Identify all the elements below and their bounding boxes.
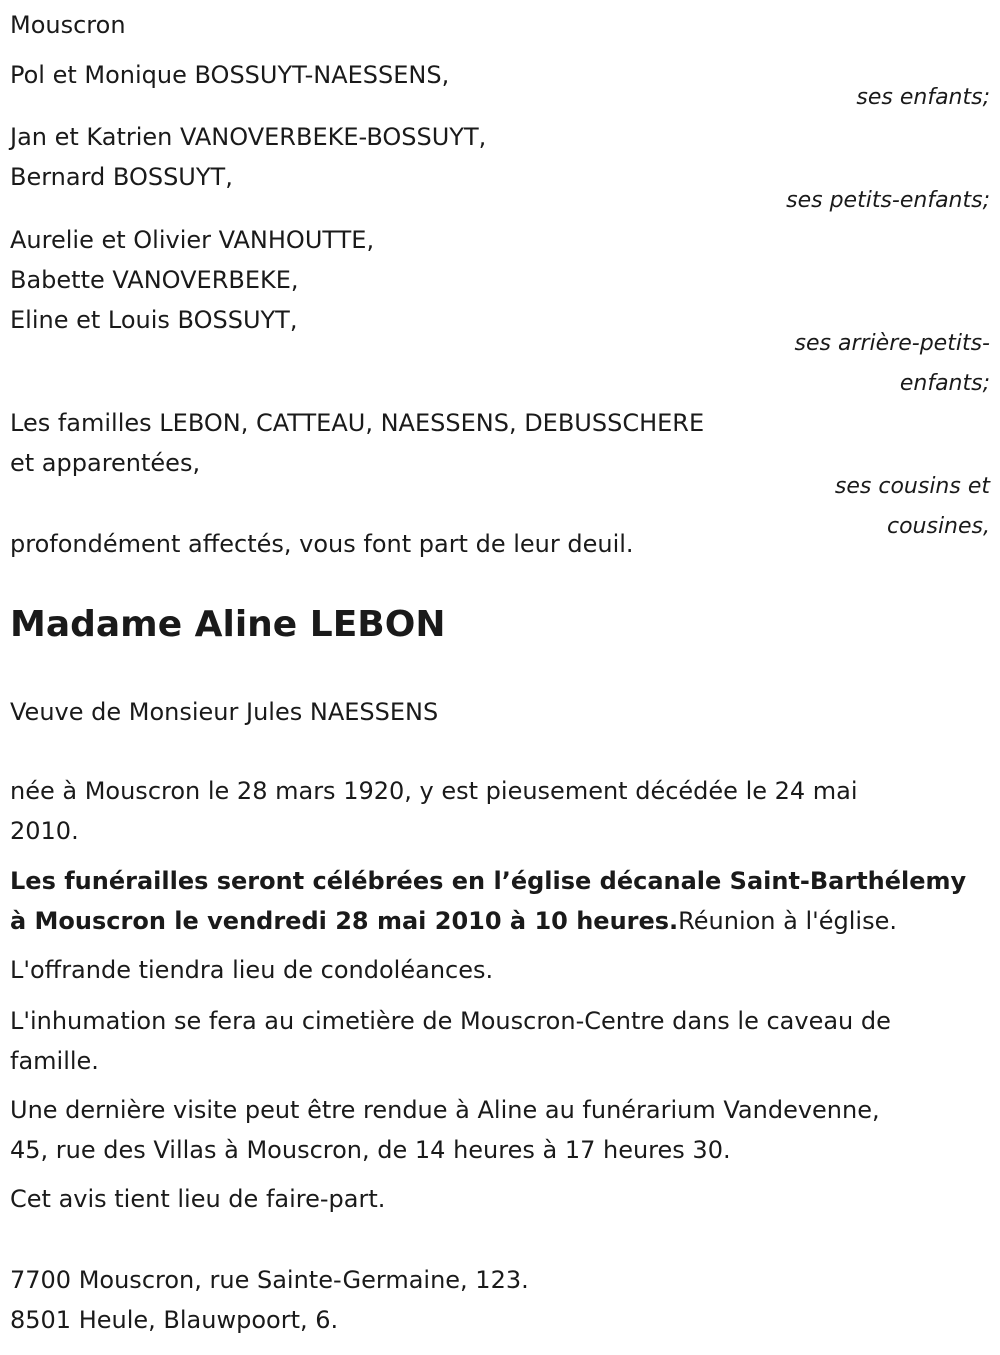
cousins-names: Les familles LEBON, CATTEAU, NAESSENS, DEBUSSCHERE xyxy=(10,409,705,437)
notice-statement: Cet avis tient lieu de faire-part. xyxy=(10,1185,386,1213)
birth-death-line: 2010. xyxy=(10,817,79,845)
funeral-details-line xyxy=(10,901,897,941)
great-grandchildren-role: enfants; xyxy=(899,371,990,396)
funeral-details: Les funérailles seront célébrées en l’église décanale Saint-Barthélemy xyxy=(10,867,967,895)
announcement: profondément affectés, vous font part de leur deuil. xyxy=(10,530,634,558)
grandchildren-name: Bernard BOSSUYT, xyxy=(10,163,233,191)
grandchildren-role: ses petits-enfants; xyxy=(786,188,990,213)
visit-info: Une dernière visite peut être rendue à Aline au funérarium Vandevenne, xyxy=(10,1096,880,1124)
great-grandchildren-name: Babette VANOVERBEKE, xyxy=(10,266,299,294)
city-heading: Mouscron xyxy=(10,11,126,39)
widow-of: Veuve de Monsieur Jules NAESSENS xyxy=(10,698,439,726)
children-role: ses enfants; xyxy=(856,85,990,110)
offering-note: L'offrande tiendra lieu de condoléances. xyxy=(10,956,494,984)
cousins-role: cousines, xyxy=(886,514,990,539)
great-grandchildren-name: Aurelie et Olivier VANHOUTTE, xyxy=(10,226,375,254)
birth-death-line: née à Mouscron le 28 mars 1920, y est pieusement décédée le 24 mai xyxy=(10,777,858,805)
great-grandchildren-name: Eline et Louis BOSSUYT, xyxy=(10,306,298,334)
visit-info: 45, rue des Villas à Mouscron, de 14 heures à 17 heures 30. xyxy=(10,1136,731,1164)
gathering-info: Réunion à l'église. xyxy=(678,907,897,935)
cousins-names: et apparentées, xyxy=(10,449,201,477)
cousins-role: ses cousins et xyxy=(834,474,990,499)
address: 8501 Heule, Blauwpoort, 6. xyxy=(10,1306,339,1334)
children-names: Pol et Monique BOSSUYT-NAESSENS, xyxy=(10,61,450,89)
deceased-name: Madame Aline LEBON xyxy=(10,604,446,645)
funeral-date-time: à Mouscron le vendredi 28 mai 2010 à 10 heures. xyxy=(10,907,679,935)
burial-info: L'inhumation se fera au cimetière de Mouscron-Centre dans le caveau de xyxy=(10,1007,891,1035)
address: 7700 Mouscron, rue Sainte-Germaine, 123. xyxy=(10,1266,529,1294)
burial-info: famille. xyxy=(10,1047,99,1075)
great-grandchildren-role: ses arrière-petits- xyxy=(794,331,990,356)
grandchildren-name: Jan et Katrien VANOVERBEKE-BOSSUYT, xyxy=(10,123,487,151)
